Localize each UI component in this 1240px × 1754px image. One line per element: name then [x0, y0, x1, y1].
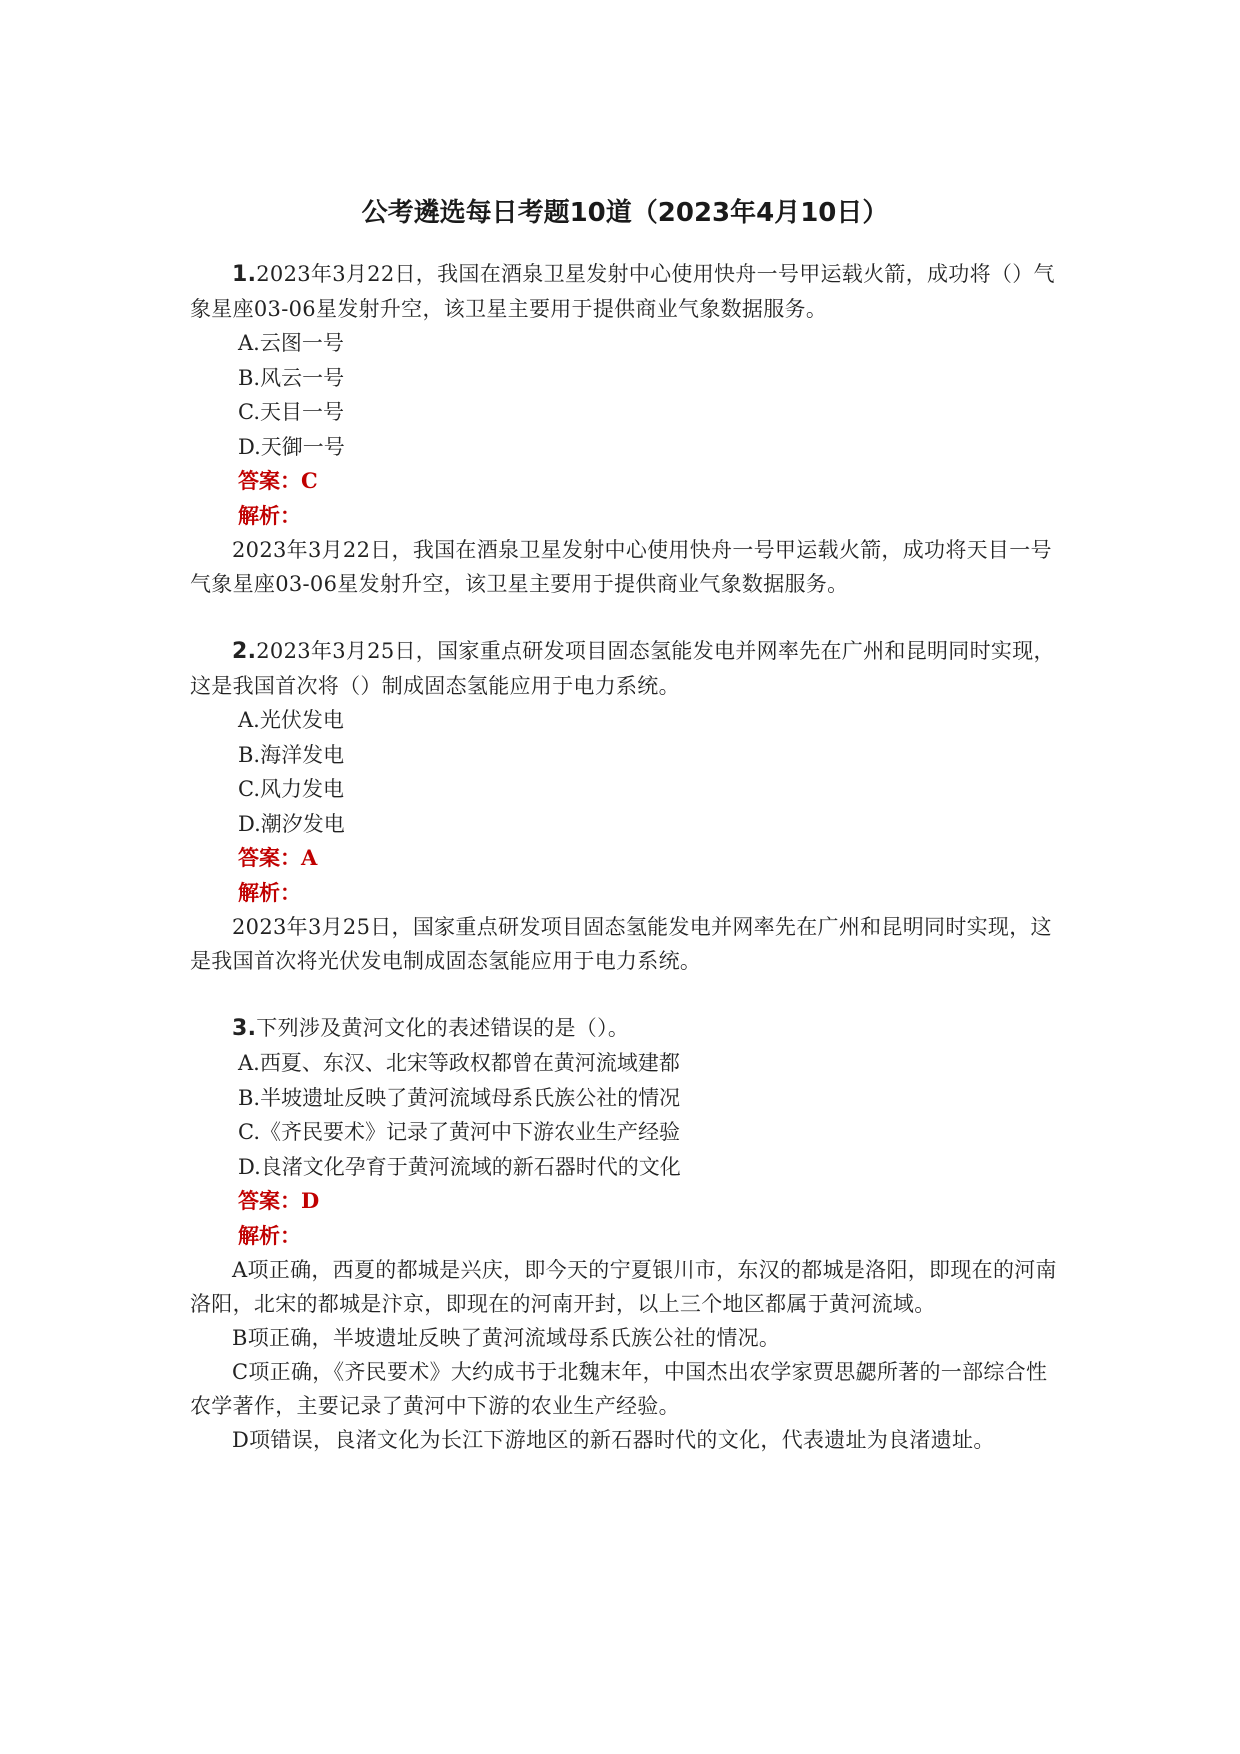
answer-value: D [301, 1188, 320, 1213]
analysis-paragraph: 2023年3月25日，国家重点研发项目固态氢能发电并网率先在广州和昆明同时实现，这是我国首次将光伏发电制成固态氢能应用于电力系统。 [190, 915, 1052, 973]
analysis-label: 解析： [238, 879, 301, 905]
option-c: C.《齐民要术》记录了黄河中下游农业生产经验 [238, 1120, 680, 1144]
question-3 [190, 1011, 1060, 1457]
answer-label: 答案： [238, 845, 301, 870]
analysis-paragraph: B项正确，半坡遗址反映了黄河流域母系氏族公社的情况。 [232, 1326, 781, 1350]
analysis-paragraph: C项正确，《齐民要术》大约成书于北魏末年，中国杰出农学家贾思勰所著的一部综合性农学著作，主要记录了黄河中下游的农业生产经验。 [190, 1360, 1048, 1418]
option-a: A.西夏、东汉、北宋等政权都曾在黄河流域建都 [238, 1051, 680, 1075]
analysis-paragraph: D项错误，良渚文化为长江下游地区的新石器时代的文化，代表遗址为良渚遗址。 [232, 1428, 995, 1452]
option-d: D.天御一号 [238, 434, 345, 459]
option-b: B.海洋发电 [238, 742, 345, 767]
analysis-paragraph: A项正确，西夏的都城是兴庆，即今天的宁夏银川市，东汉的都城是洛阳，即现在的河南洛阳，北宋的都城是汴京，即现在的河南开封，以上三个地区都属于黄河流域。 [190, 1258, 1057, 1316]
question-stem [190, 257, 1060, 326]
answer-value: C [301, 468, 318, 493]
question-number: 1. [232, 262, 257, 287]
question-text: 2023年3月25日，国家重点研发项目固态氢能发电并网率先在广州和昆明同时实现，这是我国首次将（）制成固态氢能应用于电力系统。 [190, 639, 1055, 698]
answer-line [190, 1184, 1060, 1219]
document-page [190, 195, 1060, 1490]
option-d: D.潮汐发电 [238, 811, 345, 836]
option-b: B.风云一号 [238, 365, 345, 390]
option-a: A.云图一号 [238, 331, 344, 355]
option-a: A.光伏发电 [238, 708, 344, 732]
option-c: C.天目一号 [238, 400, 344, 424]
answer-label: 答案： [238, 1188, 301, 1213]
answer-line [190, 841, 1060, 876]
analysis-paragraph: 2023年3月22日，我国在酒泉卫星发射中心使用快舟一号甲运载火箭，成功将天目一号气象星座03-06星发射升空，该卫星主要用于提供商业气象数据服务。 [190, 538, 1052, 596]
question-2 [190, 634, 1060, 978]
answer-value: A [301, 845, 318, 870]
option-c: C.风力发电 [238, 777, 344, 801]
question-stem [190, 1011, 1060, 1046]
document-title: 公考遴选每日考题10道（2023年4月10日） [361, 198, 889, 228]
analysis-label: 解析： [238, 1222, 301, 1248]
answer-label: 答案： [238, 468, 301, 493]
option-d: D.良渚文化孕育于黄河流域的新石器时代的文化 [238, 1154, 681, 1179]
question-stem [190, 634, 1060, 703]
answer-line [190, 464, 1060, 499]
question-number: 3. [232, 1016, 257, 1041]
question-number: 2. [232, 639, 257, 664]
question-text: 下列涉及黄河文化的表述错误的是（）。 [256, 1016, 630, 1040]
analysis-label: 解析： [238, 502, 301, 528]
question-text: 2023年3月22日，我国在酒泉卫星发射中心使用快舟一号甲运载火箭，成功将（）气象星座03-06星发射升空，该卫星主要用于提供商业气象数据服务。 [190, 262, 1055, 321]
question-1 [190, 257, 1060, 601]
option-b: B.半坡遗址反映了黄河流域母系氏族公社的情况 [238, 1085, 681, 1110]
